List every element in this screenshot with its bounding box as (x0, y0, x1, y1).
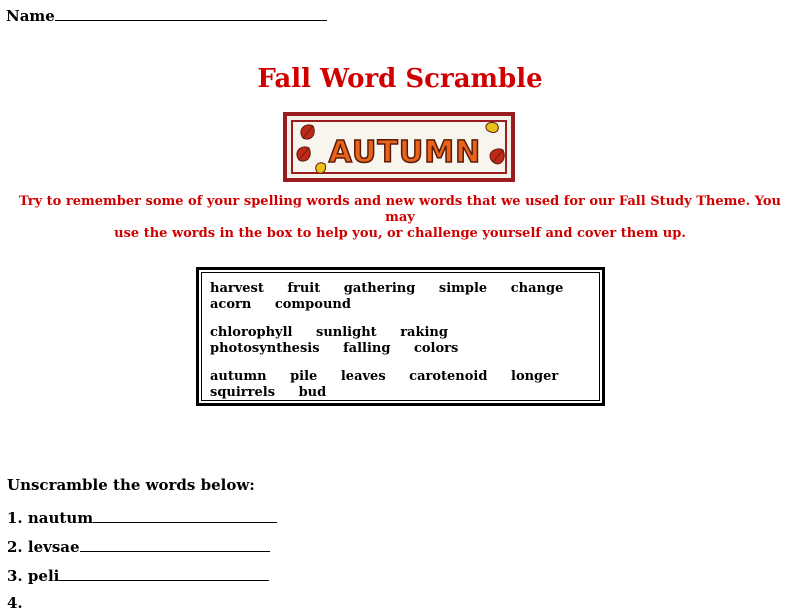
word-bank-word: simple (438, 281, 488, 296)
leaf-icon (316, 163, 326, 174)
word-bank-word: compound (274, 297, 351, 312)
leaf-icon (486, 122, 498, 132)
item-number: 3. (7, 567, 23, 585)
scrambled-word: levsae (27, 538, 80, 556)
name-field[interactable] (6, 6, 327, 25)
leaf-icon (297, 147, 310, 161)
banner-artwork (287, 116, 519, 186)
word-bank-word: sunlight (316, 325, 377, 340)
scramble-item (7, 566, 269, 585)
scramble-item (7, 508, 277, 527)
word-bank-word: chlorophyll (210, 325, 293, 340)
name-blank[interactable] (55, 6, 327, 21)
word-bank-word: raking (400, 325, 448, 340)
scramble-item (7, 537, 270, 556)
word-bank-word: carotenoid (409, 369, 488, 384)
word-group (210, 281, 591, 313)
section-heading: Unscramble the words below: (7, 476, 255, 494)
scrambled-word: peli (27, 567, 60, 585)
banner-text: AUTUMN (328, 135, 482, 170)
answer-blank[interactable] (59, 566, 269, 581)
word-bank-word: colors (413, 341, 459, 356)
page-title: Fall Word Scramble (257, 64, 543, 94)
word-bank-word: photosynthesis (210, 341, 320, 356)
word-bank-inner (201, 272, 600, 401)
word-bank (196, 267, 605, 406)
word-bank-word: pile (290, 369, 318, 384)
word-bank-word: autumn (210, 369, 267, 384)
instructions-line-2: use the words in the box to help you, or challenge yourself and cover them up. (114, 226, 686, 241)
leaf-icon (490, 149, 504, 164)
word-bank-word: bud (298, 385, 327, 400)
word-bank-word: falling (343, 341, 391, 356)
answer-blank[interactable] (80, 537, 270, 552)
word-bank-word: squirrels (210, 385, 276, 400)
word-bank-word: gathering (343, 281, 416, 296)
leaf-icon (301, 125, 314, 139)
word-bank-word: harvest (210, 281, 264, 296)
answer-blank[interactable] (93, 508, 277, 523)
word-bank-word: fruit (287, 281, 321, 296)
instructions (8, 194, 792, 242)
word-bank-word: leaves (340, 369, 386, 384)
autumn-banner (283, 112, 515, 182)
word-group (210, 325, 591, 357)
item-number: 1. (7, 509, 23, 527)
word-bank-word: acorn (210, 297, 252, 312)
item-number: 2. (7, 538, 23, 556)
word-bank-word: longer (511, 369, 559, 384)
item-number: 4. (7, 594, 23, 612)
word-group (210, 369, 591, 401)
word-bank-word: change (510, 281, 564, 296)
name-label: Name (6, 7, 55, 25)
instructions-line-1: Try to remember some of your spelling words and new words that we used for our Fall Study Theme. You may (19, 194, 781, 225)
scramble-item (7, 594, 23, 612)
scrambled-word: nautum (27, 509, 94, 527)
